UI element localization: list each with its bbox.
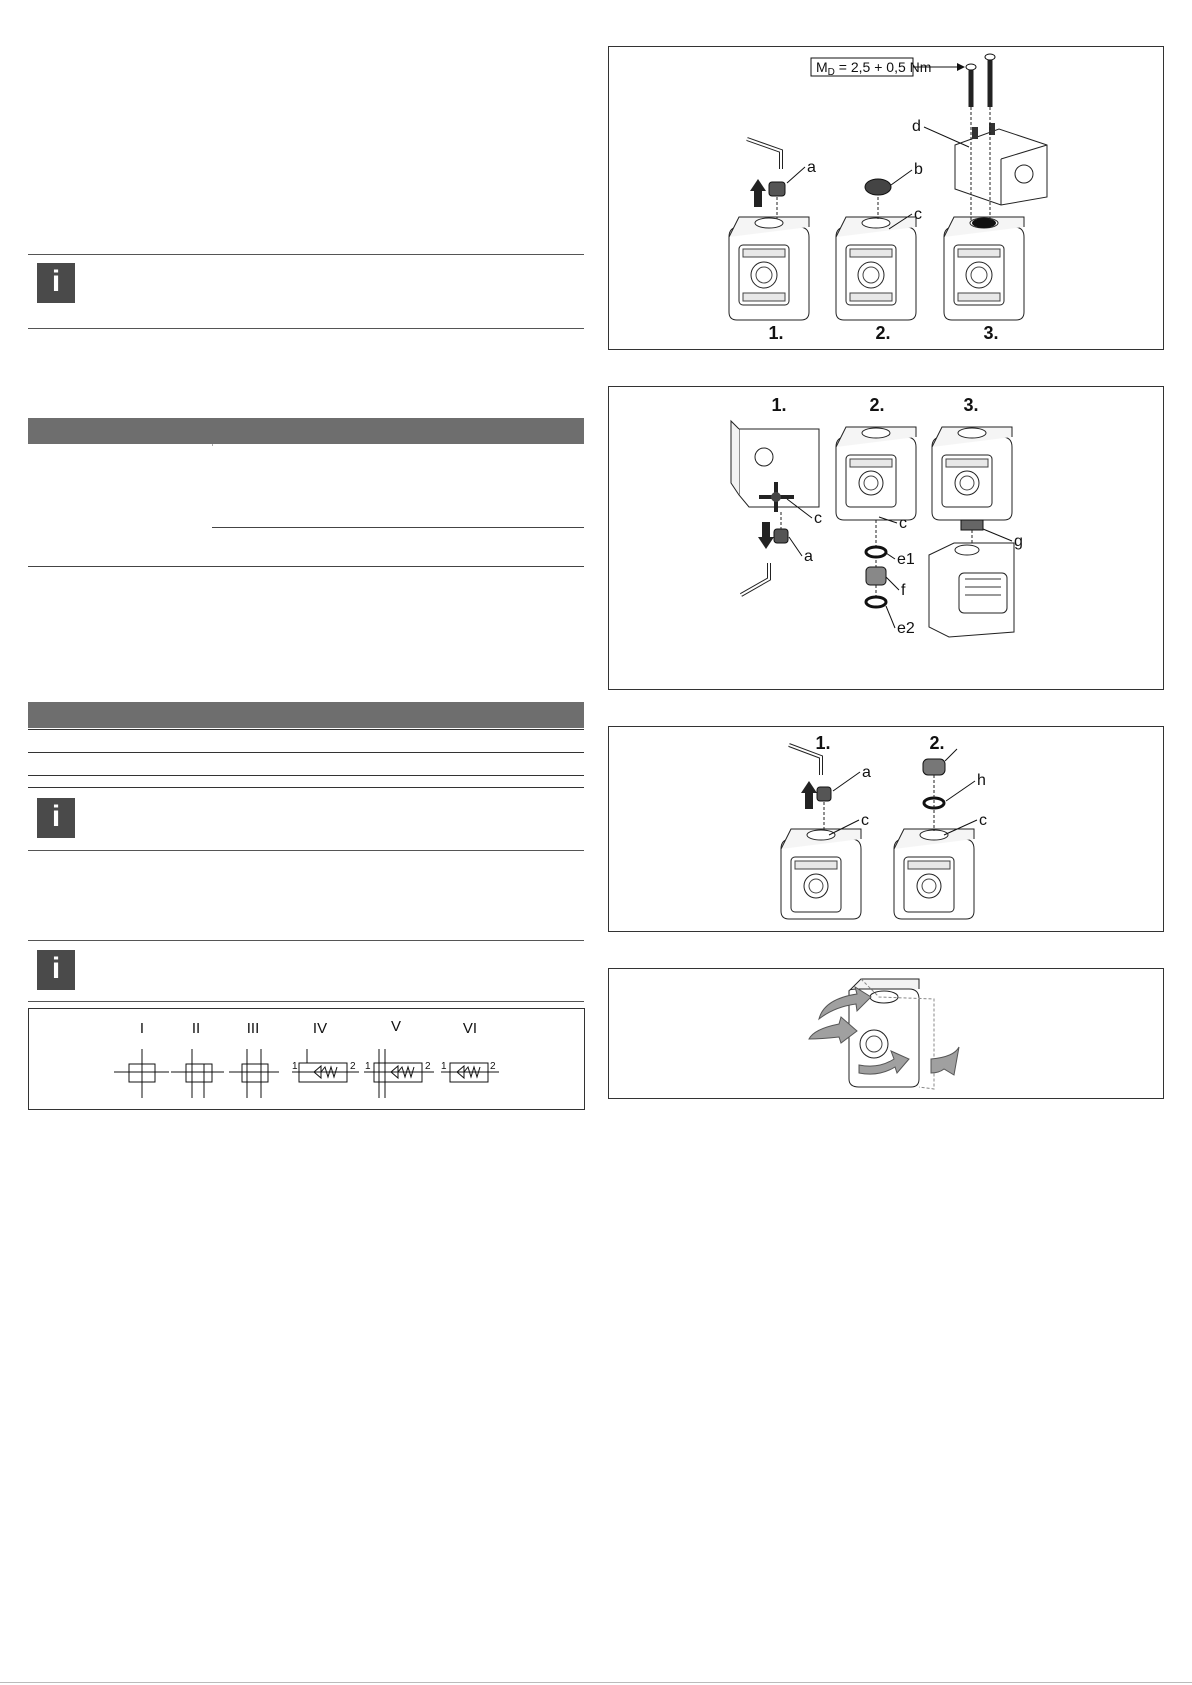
torque-subscript: D bbox=[827, 67, 835, 78]
table2-header-bar bbox=[28, 702, 584, 728]
symbol-label: II bbox=[191, 1020, 201, 1037]
port-label: 2 bbox=[425, 1061, 431, 1072]
figure-3-panel bbox=[608, 726, 1164, 932]
port-label: 1 bbox=[292, 1061, 298, 1072]
callout-f: f bbox=[901, 582, 906, 599]
symbol-label: IV bbox=[312, 1020, 328, 1037]
table-bottom-rule bbox=[28, 566, 584, 567]
step-2: 2. bbox=[929, 733, 945, 753]
step-2: 2. bbox=[869, 395, 885, 415]
callout-c: c bbox=[979, 812, 987, 829]
step-3: 3. bbox=[983, 323, 999, 343]
figure-2-drawing bbox=[609, 387, 1163, 689]
callout-b: b bbox=[914, 161, 923, 178]
symbol-drawing bbox=[29, 1009, 584, 1109]
table-header-bar bbox=[28, 418, 584, 444]
info-icon: i bbox=[37, 263, 75, 303]
figure-4-panel bbox=[608, 968, 1164, 1099]
callout-a: a bbox=[804, 548, 813, 565]
symbol-label: I bbox=[139, 1020, 145, 1037]
table-cell-separator bbox=[212, 444, 213, 446]
top-rule-info-1 bbox=[28, 254, 584, 255]
top-rule-info-3 bbox=[28, 940, 584, 941]
port-label: 2 bbox=[490, 1061, 496, 1072]
callout-d: d bbox=[912, 118, 921, 135]
callout-c: c bbox=[861, 812, 869, 829]
table2-rule-3 bbox=[28, 775, 584, 776]
callout-g: g bbox=[1014, 533, 1023, 550]
callout-a: a bbox=[862, 764, 871, 781]
bottom-rule-info-3 bbox=[28, 1001, 584, 1002]
table2-rule-4 bbox=[28, 787, 584, 788]
step-3: 3. bbox=[963, 395, 979, 415]
callout-h: h bbox=[977, 772, 986, 789]
figure-2-panel bbox=[608, 386, 1164, 690]
step-1: 1. bbox=[768, 323, 784, 343]
table2-rule-2 bbox=[28, 752, 584, 753]
step-1: 1. bbox=[815, 733, 831, 753]
figure-3-drawing bbox=[609, 727, 1163, 931]
table2-rule-1 bbox=[28, 729, 584, 730]
callout-c: c bbox=[899, 515, 907, 532]
torque-symbol: M bbox=[816, 59, 828, 75]
step-1: 1. bbox=[771, 395, 787, 415]
callout-c: c bbox=[914, 206, 922, 223]
callout-a: a bbox=[807, 159, 816, 176]
callout-e2: e2 bbox=[897, 620, 915, 637]
info-icon: i bbox=[37, 798, 75, 838]
torque-value: = 2,5 + 0,5 Nm bbox=[834, 59, 932, 75]
bottom-rule-info-1 bbox=[28, 328, 584, 329]
symbol-label: V bbox=[390, 1018, 402, 1035]
page-footer-rule bbox=[0, 1682, 1192, 1683]
symbol-label: VI bbox=[462, 1020, 478, 1037]
symbol-panel bbox=[28, 1008, 585, 1110]
port-label: 2 bbox=[350, 1061, 356, 1072]
callout-c: c bbox=[814, 510, 822, 527]
bottom-rule-info-2 bbox=[28, 850, 584, 851]
figure-1-drawing bbox=[609, 47, 1163, 349]
figure-1-panel bbox=[608, 46, 1164, 350]
symbol-label: III bbox=[246, 1020, 260, 1037]
port-label: 1 bbox=[365, 1061, 371, 1072]
info-icon: i bbox=[37, 950, 75, 990]
figure-4-drawing bbox=[609, 969, 1163, 1098]
table-mid-rule bbox=[212, 527, 584, 528]
step-2: 2. bbox=[875, 323, 891, 343]
port-label: 1 bbox=[441, 1061, 447, 1072]
callout-e1: e1 bbox=[897, 551, 915, 568]
